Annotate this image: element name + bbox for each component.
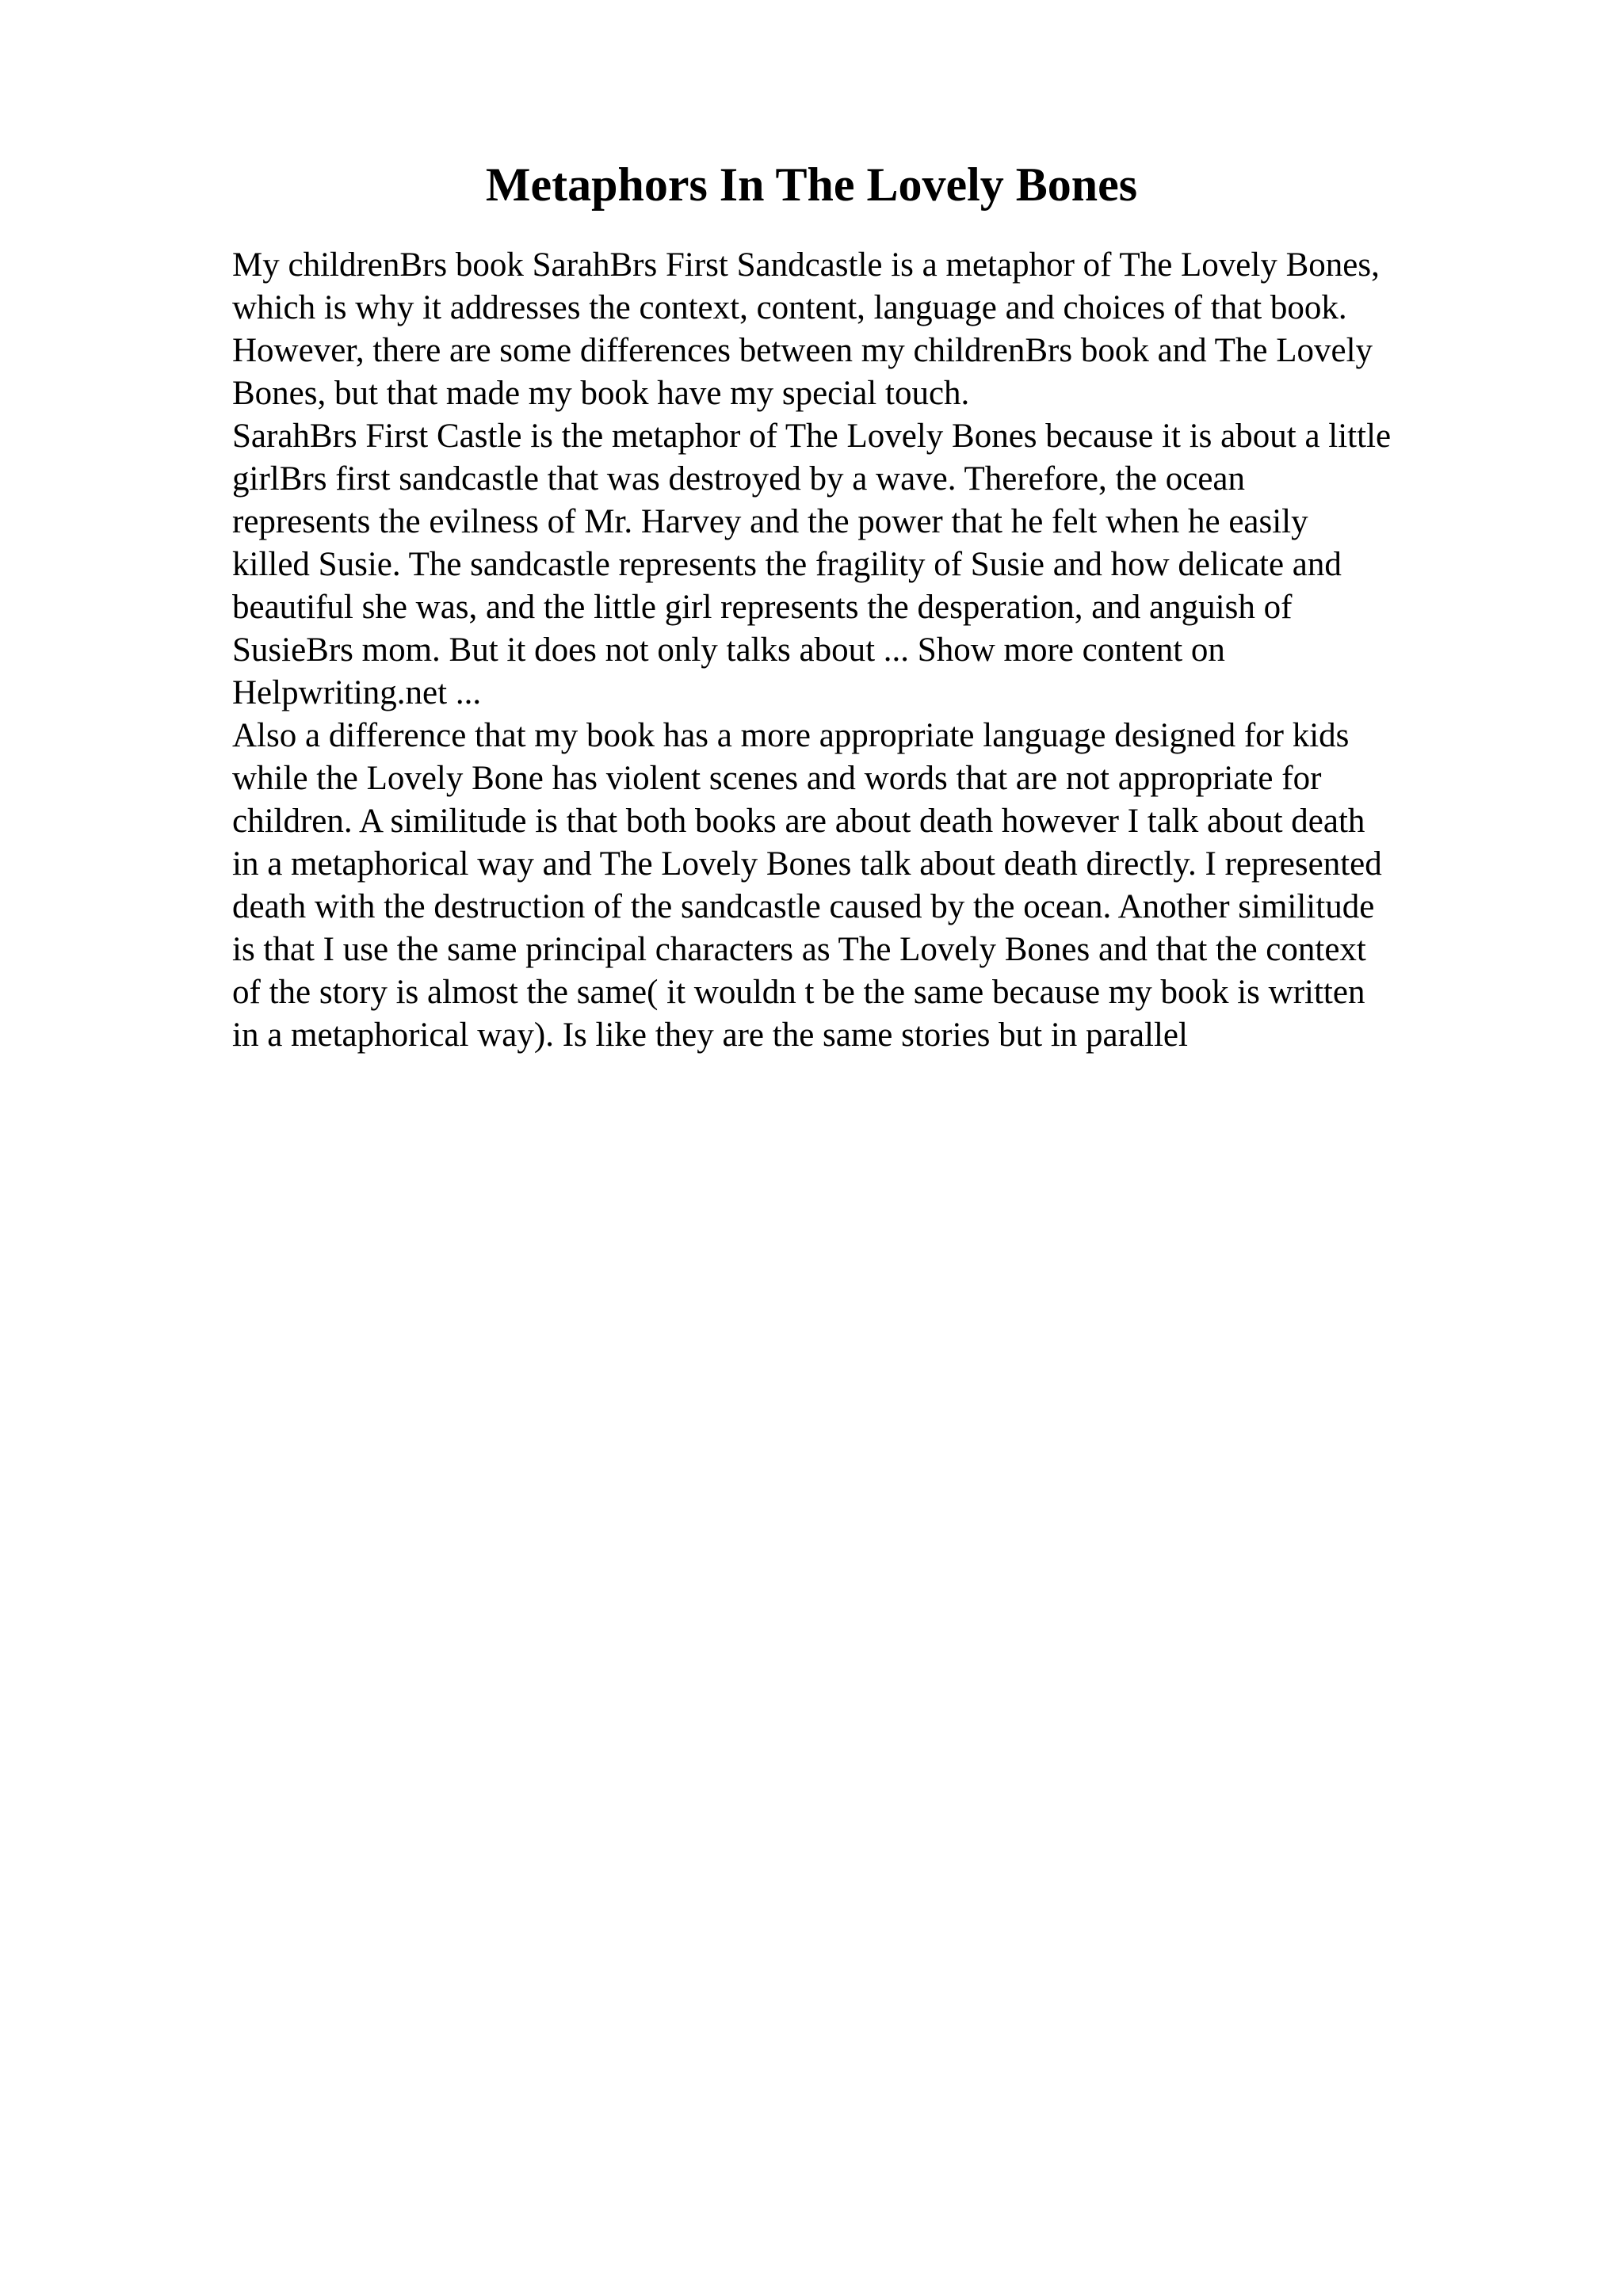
document-body: [232, 244, 1500, 1057]
body-line: SarahBrs First Castle is the metaphor of The Lovely Bones because it is about a little: [232, 418, 1392, 455]
body-line: of the story is almost the same( it wouldn t be the same because my book is written: [232, 974, 1365, 1011]
body-line: girlBrs first sandcastle that was destroyed by a wave. Therefore, the ocean: [232, 460, 1245, 498]
body-line: while the Lovely Bone has violent scenes and words that are not appropriate for: [232, 760, 1322, 797]
body-line: in a metaphorical way and The Lovely Bones talk about death directly. I represented: [232, 845, 1382, 883]
body-line: Also a difference that my book has a more appropriate language designed for kids: [232, 717, 1350, 754]
body-line: is that I use the same principal characters as The Lovely Bones and that the context: [232, 931, 1366, 968]
document-title: Metaphors In The Lovely Bones: [485, 158, 1138, 211]
body-line: death with the destruction of the sandcastle caused by the ocean. Another similitude: [232, 888, 1375, 925]
body-line: which is why it addresses the context, content, language and choices of that book.: [232, 289, 1347, 326]
body-line: My childrenBrs book SarahBrs First Sandcastle is a metaphor of The Lovely Bones,: [232, 246, 1380, 284]
body-line: represents the evilness of Mr. Harvey and the power that he felt when he easily: [232, 503, 1308, 540]
body-line: However, there are some differences between my childrenBrs book and The Lovely: [232, 332, 1373, 369]
body-line: killed Susie. The sandcastle represents the fragility of Susie and how delicate and: [232, 546, 1342, 583]
body-line: Bones, but that made my book have my special touch.: [232, 375, 970, 412]
body-line: in a metaphorical way). Is like they are the same stories but in parallel: [232, 1016, 1188, 1054]
body-line: Helpwriting.net ...: [232, 674, 482, 711]
body-line: children. A similitude is that both books are about death however I talk about death: [232, 803, 1365, 840]
body-line: beautiful she was, and the little girl represents the desperation, and anguish of: [232, 589, 1293, 626]
body-line: SusieBrs mom. But it does not only talks about ... Show more content on: [232, 631, 1225, 669]
